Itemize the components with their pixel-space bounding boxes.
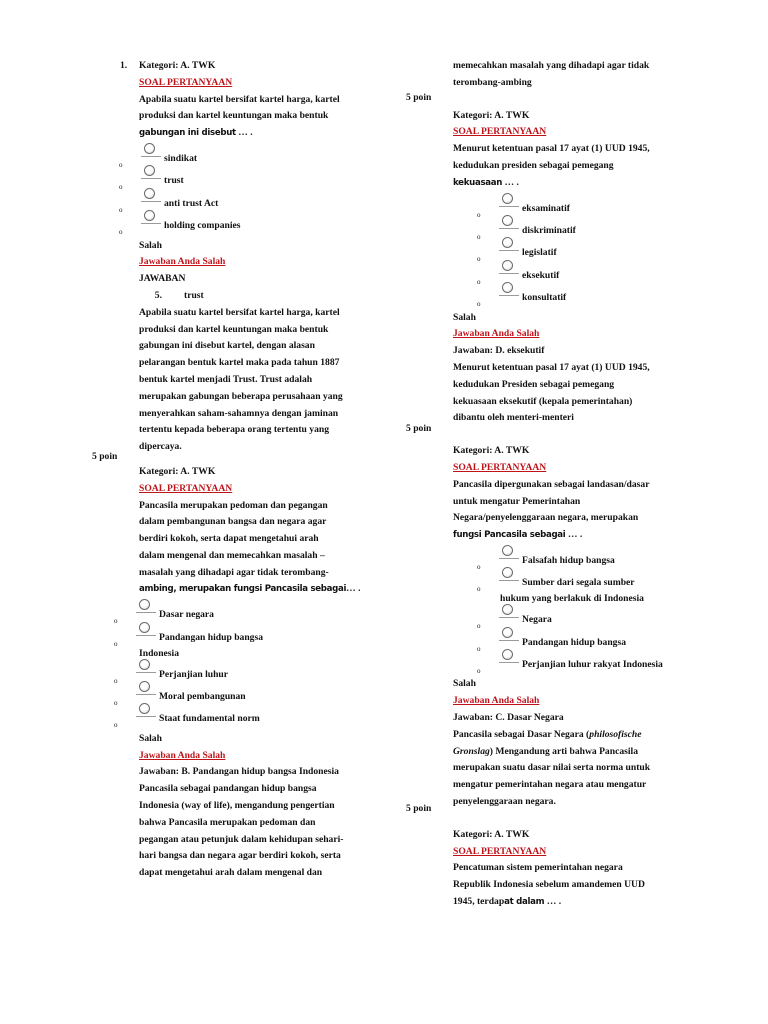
soal-label: SOAL PERTANYAAN: [139, 76, 233, 88]
poin-label: 5 poin: [406, 803, 432, 814]
question-line: Menurut ketentuan pasal 17 ayat (1) UUD 1945,: [453, 143, 650, 155]
right-column: [453, 58, 698, 911]
question-line: Pencatuman sistem pemerintahan negara: [453, 862, 623, 874]
explanation-line: dipercaya.: [139, 441, 182, 453]
soal-label: SOAL PERTANYAAN: [453, 126, 547, 138]
radio-icon[interactable]: [502, 649, 513, 660]
radio-icon[interactable]: [502, 193, 513, 204]
option-label: Staat fundamental norm: [159, 713, 260, 725]
question-line: masalah yang dihadapi agar tidak terombang-: [139, 566, 329, 578]
option-label: holding companies: [164, 220, 241, 232]
question-line: [453, 175, 698, 192]
poin-label: 5 poin: [406, 92, 432, 103]
question-line: dalam mengenal dan memecahkan masalah –: [139, 549, 325, 561]
explanation-line: dapat mengetahui arah dalam mengenal dan: [139, 867, 323, 879]
option-negara[interactable]: o Negara: [497, 609, 698, 631]
question-line: untuk mengatur Pemerintahan: [453, 495, 581, 507]
question-line: berdiri kokoh, serta dapat mengetahui arah: [139, 533, 319, 545]
soal-label: SOAL PERTANYAAN: [453, 461, 547, 473]
question-line: Pancasila dipergunakan sebagai landasan/dasar: [453, 478, 650, 490]
option-label: anti trust Act: [164, 197, 219, 209]
option-dasar-negara[interactable]: o Dasar negara: [134, 604, 365, 626]
option-label: Pandangan hidup bangsa: [522, 636, 626, 648]
option-label: Falsafah hidup bangsa: [522, 554, 615, 566]
poin-label: 5 poin: [406, 423, 432, 434]
option-label: sindikat: [164, 152, 198, 164]
question-tail: at dalam: [504, 897, 545, 908]
jawaban-line: Jawaban: C. Dasar Negara: [453, 712, 564, 724]
question-tail: fungsi Pancasila sebagai: [453, 530, 566, 541]
question-line: [139, 581, 365, 598]
option-label: konsultatif: [522, 292, 567, 304]
explanation-line: pelarangan bentuk kartel maka pada tahun 1887: [139, 357, 340, 369]
option-label: Perjanjian luhur: [159, 668, 229, 680]
radio-icon[interactable]: [144, 188, 155, 199]
result-label: Jawaban Anda Salah: [139, 749, 226, 761]
status-text: Salah: [453, 678, 476, 690]
question-tail: gabungan ini disebut: [139, 128, 236, 139]
ellipsis: … .: [544, 896, 562, 908]
option-pandangan-hidup[interactable]: o Pandangan hidup bangsa Indonesia: [134, 627, 365, 664]
explanation-line: hari bangsa dan negara agar berdiri kokoh, serta: [139, 850, 341, 862]
explanation-line: Jawaban: D. eksekutif: [453, 345, 545, 357]
radio-icon[interactable]: [139, 703, 150, 714]
radio-icon[interactable]: [139, 599, 150, 610]
status-text: Salah: [139, 732, 162, 744]
explanation-line: gabungan ini disebut kartel, dengan alasan: [139, 340, 315, 352]
option-eksaminatif[interactable]: o eksaminatif: [497, 198, 698, 220]
jawaban-value: 5. trust: [154, 289, 204, 301]
ellipsis: … .: [346, 583, 361, 595]
question-line: produksi dan kartel keuntungan maka bentuk: [139, 110, 329, 122]
option-label: Pandangan hidup bangsa: [159, 631, 263, 643]
option-sumber-hukum[interactable]: o Sumber dari segala sumber hukum yang berlakuk di Indonesia: [497, 572, 698, 609]
question-tail: kekuasaan: [453, 177, 503, 188]
radio-icon[interactable]: [144, 165, 155, 176]
kategori: Kategori: A. TWK: [453, 445, 530, 457]
option-label: Indonesia: [139, 647, 179, 659]
option-label: legislatif: [522, 247, 557, 259]
explanation-line: merupakan suatu dasar nilai serta norma untuk: [453, 762, 651, 774]
radio-icon[interactable]: [139, 659, 150, 670]
ellipsis: … .: [565, 529, 583, 541]
question-number: 1.: [120, 60, 128, 71]
ellipsis: … .: [235, 127, 253, 139]
question-tail: ambing, merupakan fungsi Pancasila sebagai: [139, 584, 347, 595]
option-sindikat[interactable]: o sindikat: [139, 148, 365, 170]
explanation-line: dibantu oleh menteri-menteri: [453, 412, 574, 424]
result-label: Jawaban Anda Salah: [453, 328, 540, 340]
option-staat-fundamental[interactable]: o Staat fundamental norm: [134, 708, 365, 730]
explanation-line: produksi dan kartel keuntungan maka bentuk: [139, 323, 329, 335]
radio-icon[interactable]: [144, 210, 155, 221]
poin-label: 5 poin: [92, 451, 118, 462]
option-label: diskriminatif: [522, 224, 576, 236]
kategori: Kategori: A. TWK: [139, 60, 216, 71]
explanation-line: menyerahkan saham-sahamnya dengan jaminan: [139, 407, 339, 419]
question-line: [453, 527, 698, 544]
option-anti-trust-act[interactable]: o anti trust Act: [139, 193, 365, 215]
status-text: Salah: [139, 239, 162, 251]
radio-icon[interactable]: [502, 215, 513, 226]
option-label: Negara: [522, 614, 552, 626]
radio-icon[interactable]: [502, 282, 513, 293]
question-line: Republik Indonesia sebelum amandemen UUD: [453, 879, 645, 891]
explanation-line: Menurut ketentuan pasal 17 ayat (1) UUD 1945,: [453, 361, 650, 373]
question-line: kedudukan presiden sebagai pemegang: [453, 159, 614, 171]
option-diskriminatif[interactable]: o diskriminatif: [497, 220, 698, 242]
option-moral-pembangunan[interactable]: o Moral pembangunan: [134, 686, 365, 708]
option-konsultatif[interactable]: o konsultatif: [497, 287, 698, 309]
option-label: hukum yang berlakuk di Indonesia: [500, 593, 644, 605]
option-label: eksekutif: [522, 269, 560, 281]
soal-label: SOAL PERTANYAAN: [139, 482, 233, 494]
explanation-line: bahwa Pancasila merupakan pedoman dan: [139, 816, 316, 828]
explanation-line: merupakan gabungan beberapa perusahaan yang: [139, 390, 343, 402]
explanation-line: kekuasaan eksekutif (kepala pemerintahan): [453, 395, 633, 407]
option-eksekutif[interactable]: o eksekutif: [497, 265, 698, 287]
option-label: Dasar negara: [159, 609, 214, 621]
question-line: [139, 125, 365, 142]
question-line: Pancasila merupakan pedoman dan pegangan: [139, 499, 328, 511]
radio-icon[interactable]: [502, 604, 513, 615]
radio-icon[interactable]: [139, 622, 150, 633]
option-holding-companies[interactable]: o holding companies: [139, 215, 365, 237]
explanation-line: mengatur pemerintahan negara atau mengatur: [453, 779, 647, 791]
explanation-line: Gronslag) Mengandung arti bahwa Pancasila: [453, 745, 638, 757]
radio-icon[interactable]: [502, 237, 513, 248]
explanation-line: Apabila suatu kartel bersifat kartel harga, kartel: [139, 306, 340, 318]
radio-icon[interactable]: [139, 681, 150, 692]
radio-icon[interactable]: [502, 567, 513, 578]
kategori: Kategori: A. TWK: [453, 109, 530, 121]
option-label: Moral pembangunan: [159, 691, 246, 703]
radio-icon[interactable]: [502, 260, 513, 271]
explanation-line: bentuk kartel menjadi Trust. Trust adalah: [139, 373, 313, 385]
explanation-line: Indonesia (way of life), mengandung pengertian: [139, 800, 335, 812]
kategori: Kategori: A. TWK: [139, 465, 216, 477]
result-label: Jawaban Anda Salah: [139, 256, 226, 268]
result-label: Jawaban Anda Salah: [453, 695, 540, 707]
kategori: Kategori: A. TWK: [453, 828, 530, 840]
explanation-line: tertentu kepada beberapa orang tertentu yang: [139, 424, 329, 436]
option-label: trust: [164, 175, 184, 187]
continuation-line: terombang-ambing: [453, 76, 532, 88]
option-legislatif[interactable]: o legislatif: [497, 242, 698, 264]
question-line: Negara/penyelenggaraan negara, merupakan: [453, 512, 639, 524]
option-pandangan-hidup[interactable]: o Pandangan hidup bangsa: [497, 632, 698, 654]
option-trust[interactable]: o trust: [139, 170, 365, 192]
continuation-line: memecahkan masalah yang dihadapi agar tidak: [453, 60, 650, 71]
explanation-line: pegangan atau petunjuk dalam kehidupan sehari-: [139, 833, 344, 845]
left-column: [114, 58, 365, 882]
jawaban-label: JAWABAN: [139, 273, 186, 285]
option-perjanjian-luhur[interactable]: o Perjanjian luhur: [134, 664, 365, 686]
status-text: Salah: [453, 311, 476, 323]
explanation-line: kedudukan Presiden sebagai pemegang: [453, 378, 615, 390]
radio-icon[interactable]: [502, 627, 513, 638]
question-line: dalam pembangunan bangsa dan negara agar: [139, 516, 327, 528]
explanation-line: penyelenggaraan negara.: [453, 796, 556, 808]
option-label: Perjanjian luhur rakyat Indonesia: [522, 659, 663, 671]
explanation-line: Jawaban: B. Pandangan hidup bangsa Indonesia: [139, 766, 339, 778]
soal-label: SOAL PERTANYAAN: [453, 845, 547, 857]
option-label: eksaminatif: [522, 202, 570, 214]
option-label: Sumber dari segala sumber: [522, 577, 635, 589]
option-falsafah[interactable]: o Falsafah hidup bangsa: [497, 550, 698, 572]
ellipsis: … .: [502, 176, 519, 188]
radio-icon[interactable]: [144, 143, 155, 154]
explanation-line: Pancasila sebagai pandangan hidup bangsa: [139, 783, 317, 795]
question-line: Apabila suatu kartel bersifat kartel harga, kartel: [139, 93, 340, 105]
option-perjanjian-luhur-rakyat[interactable]: o Perjanjian luhur rakyat Indonesia: [497, 654, 698, 676]
radio-icon[interactable]: [502, 545, 513, 556]
question-line: 1945, terdapat dalam … .: [453, 896, 562, 908]
explanation-line: Pancasila sebagai Dasar Negara (philosofische: [453, 728, 642, 740]
